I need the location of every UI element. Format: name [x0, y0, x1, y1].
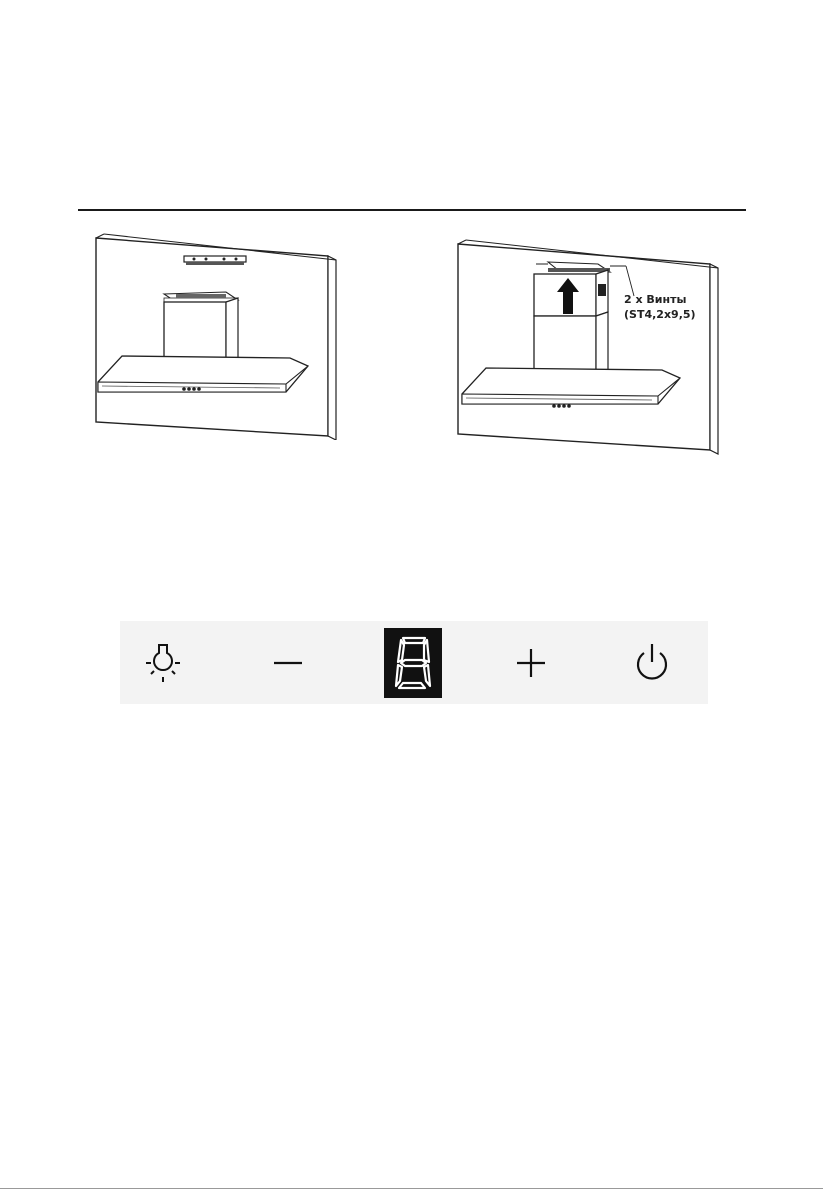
light-button[interactable] — [138, 621, 188, 704]
hood-chimney-figure-right — [448, 234, 728, 456]
plus-button[interactable] — [506, 621, 556, 704]
light-bulb-icon — [143, 641, 183, 685]
hood-installation-illustration — [80, 232, 350, 440]
chimney-fixing-illustration — [448, 234, 728, 456]
callout-line-1: 2 x Винты — [624, 293, 687, 306]
control-panel — [120, 621, 708, 704]
power-icon — [632, 642, 672, 684]
page-bottom-edge — [0, 1188, 823, 1189]
digit-8-segments — [393, 635, 433, 691]
seven-segment-display — [384, 628, 442, 698]
minus-icon — [273, 648, 303, 678]
plus-icon — [516, 648, 546, 678]
minus-button[interactable] — [258, 621, 318, 704]
screws-callout — [624, 292, 696, 322]
power-button[interactable] — [624, 621, 680, 704]
speed-display — [380, 621, 446, 704]
callout-line-2: (ST4,2x9,5) — [624, 308, 696, 321]
hood-chimney-figure-left — [80, 232, 350, 440]
section-divider — [78, 209, 746, 211]
